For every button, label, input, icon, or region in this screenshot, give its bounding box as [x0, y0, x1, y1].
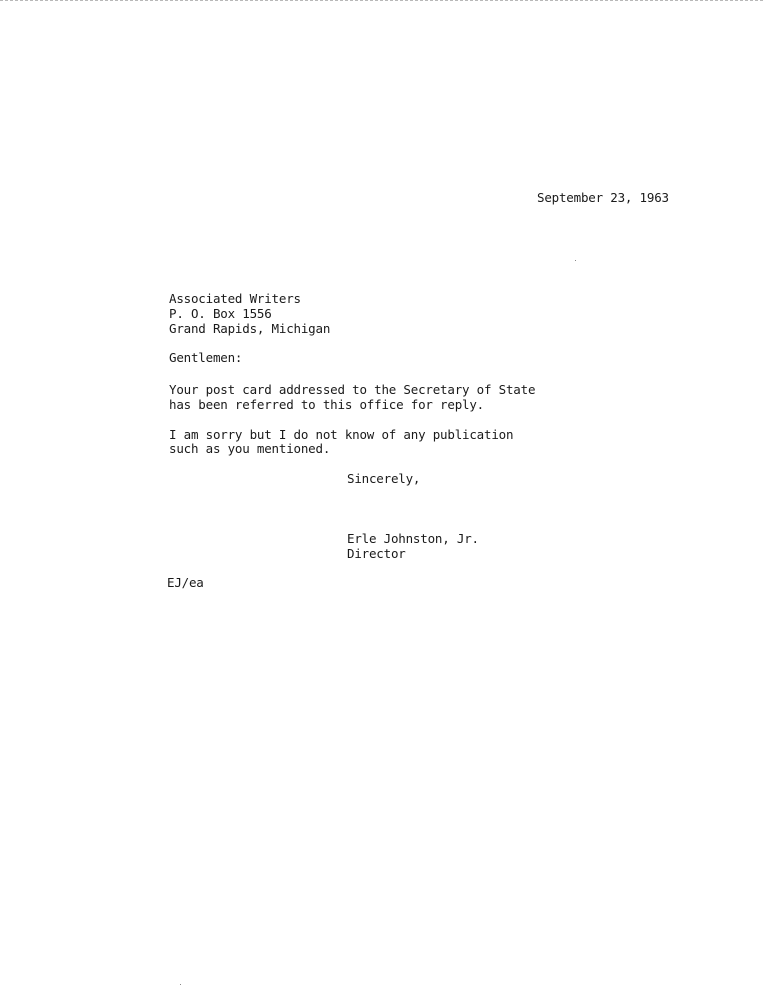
page-top-edge: [0, 0, 763, 1]
recipient-line-1: Associated Writers: [169, 291, 301, 306]
paragraph-1-line-2: has been referred to this office for reply.: [169, 397, 485, 412]
paragraph-1-line-1: Your post card addressed to the Secretary of State: [169, 382, 536, 397]
closing: Sincerely,: [347, 471, 421, 486]
paper-speck: [180, 984, 181, 985]
paragraph-2-line-1: I am sorry but I do not know of any publication: [169, 427, 514, 442]
paper-speck: [575, 260, 576, 261]
paragraph-2-line-2: such as you mentioned.: [169, 441, 331, 456]
signature-name: Erle Johnston, Jr.: [347, 531, 479, 546]
signature-title: Director: [347, 546, 406, 561]
typist-initials: EJ/ea: [167, 575, 204, 590]
letter-date: September 23, 1963: [537, 190, 669, 205]
recipient-line-3: Grand Rapids, Michigan: [169, 321, 331, 336]
salutation: Gentlemen:: [169, 350, 243, 365]
recipient-line-2: P. O. Box 1556: [169, 306, 272, 321]
